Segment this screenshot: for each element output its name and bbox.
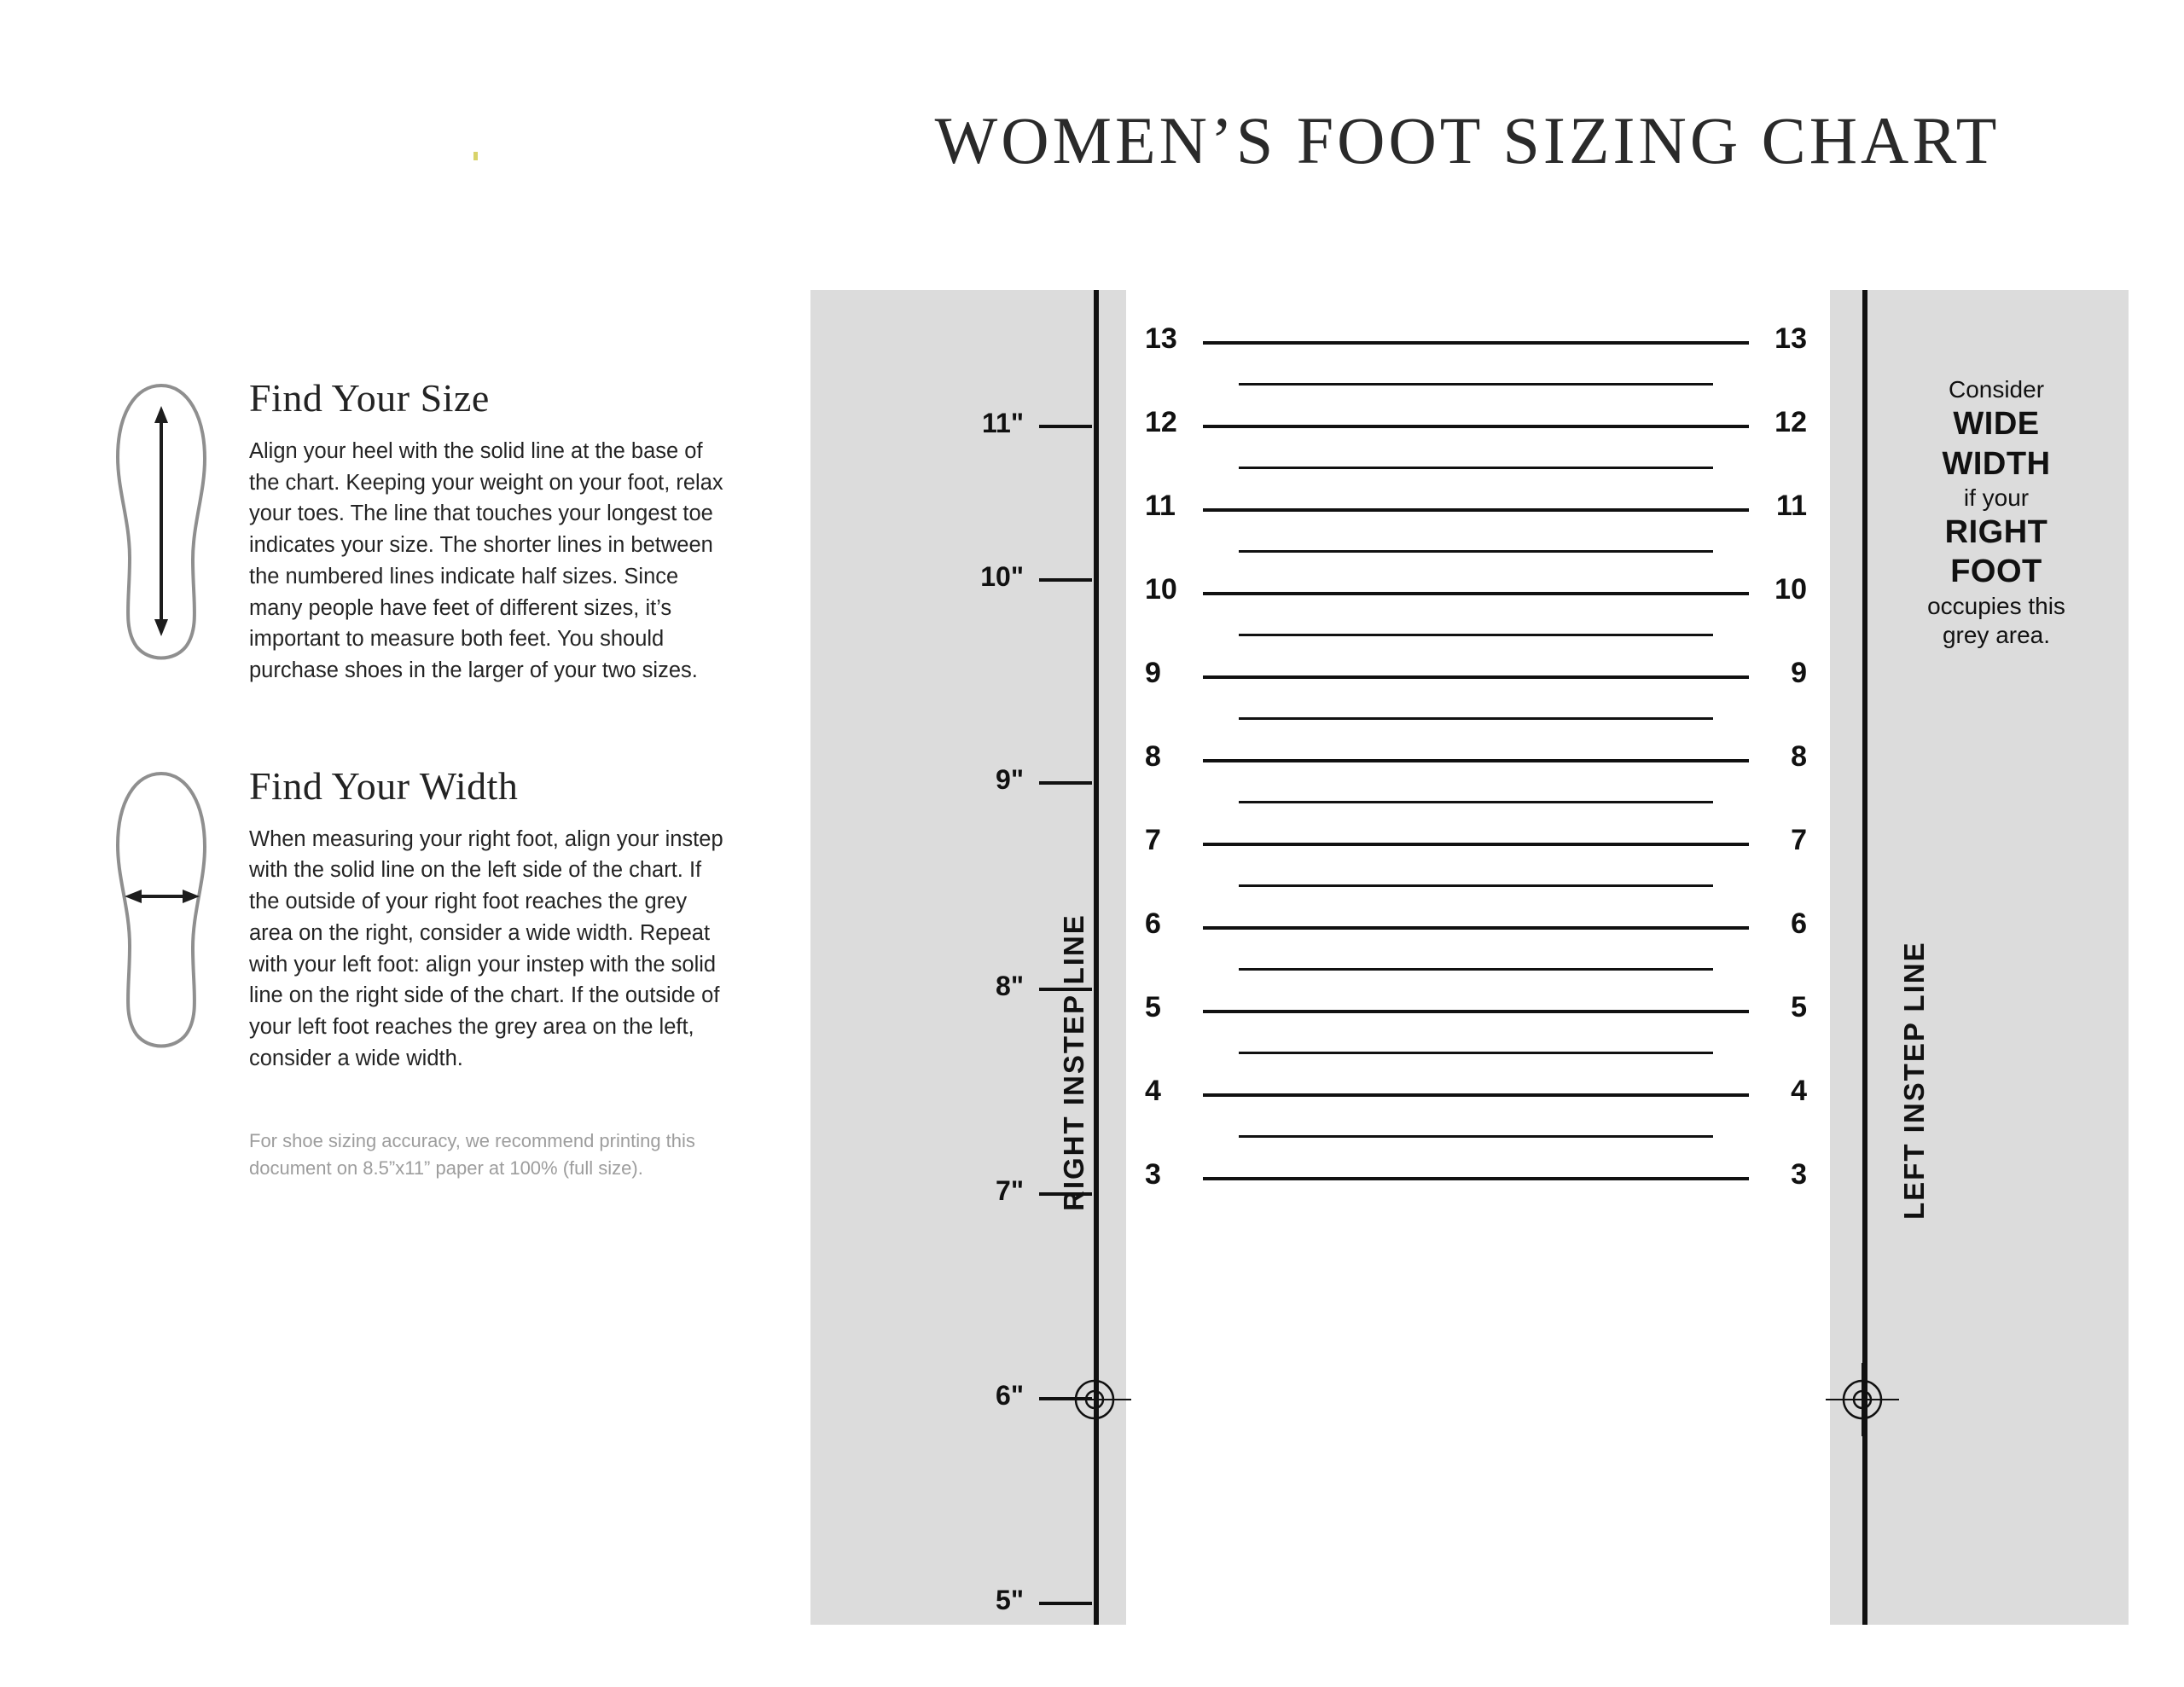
size-number-right: 5	[1791, 991, 1807, 1023]
ruler-tick-label: 11"	[982, 408, 1024, 438]
section-body-text: When measuring your right foot, align your instep with the solid line on the left side of the chart. If the outside of your right foot reaches the grey area on the right, consider a wide width. Repeat with your left foot: align your instep with the solid line on the right side of the chart. If the outside of your left foot reaches the grey area on the left, consider a wide width.	[249, 826, 723, 1070]
ruler-tick-label: 10"	[980, 561, 1024, 592]
ruler-tick-dash	[1039, 781, 1092, 785]
ruler-tick-label: 7"	[996, 1175, 1024, 1206]
ruler-tick-label: 9"	[996, 764, 1024, 795]
size-number-right: 11	[1776, 490, 1807, 522]
size-number-right: 12	[1774, 406, 1807, 438]
size-number-right: 8	[1791, 740, 1807, 773]
size-rule	[1239, 1052, 1713, 1054]
size-rule	[1203, 1010, 1749, 1013]
ruler-tick-dash	[1039, 578, 1092, 582]
size-rule	[1203, 926, 1749, 930]
size-rule	[1203, 425, 1749, 428]
ruler-tick-dash	[1039, 425, 1092, 428]
size-number-right: 7	[1791, 824, 1807, 856]
size-rule	[1203, 1093, 1749, 1097]
wide-width-note-line1: Consider	[1948, 376, 2045, 403]
size-number-left: 8	[1145, 740, 1161, 773]
size-rule	[1239, 717, 1713, 720]
size-rule	[1239, 968, 1713, 971]
size-rule	[1203, 1177, 1749, 1180]
size-number-left: 10	[1145, 573, 1177, 606]
size-rule	[1239, 383, 1713, 386]
section-heading: Find Your Width	[249, 763, 519, 808]
section-body-text: Align your heel with the solid line at the base of the chart. Keeping your weight on your foot, relax your toes. The line that touches your longest toe indicates your size. The shorter lines in between the numbered lines indicate half sizes. Since many people have feet of different sizes, it’s important to measure both feet. You should purchase shoes in the larger of your two sizes.	[249, 439, 723, 683]
size-number-right: 9	[1791, 657, 1807, 689]
size-number-right: 13	[1774, 322, 1807, 355]
right-instep-line-label: RIGHT INSTEP LINE	[1058, 913, 1089, 1211]
registration-mark-left	[1058, 1363, 1131, 1436]
wide-width-note-line6: FOOT	[1950, 554, 2042, 590]
registration-mark-right	[1826, 1363, 1899, 1436]
section-find-your-width	[111, 763, 725, 1075]
size-number-right: 10	[1774, 573, 1807, 606]
size-rule	[1203, 341, 1749, 345]
page-title: WOMEN’S FOOT SIZING CHART	[934, 103, 2001, 177]
size-rule	[1239, 634, 1713, 636]
size-rule	[1203, 843, 1749, 846]
wide-width-note-line2: WIDE	[1953, 406, 2040, 443]
size-number-right: 4	[1791, 1075, 1807, 1107]
ruler-tick-label: 6"	[996, 1380, 1024, 1411]
size-number-left: 3	[1145, 1158, 1161, 1191]
wide-width-note-line4: if your	[1963, 484, 2030, 511]
size-rule	[1239, 801, 1713, 803]
ruler-tick-label: 8"	[996, 971, 1024, 1001]
size-rule	[1203, 508, 1749, 512]
ruler-tick-dash	[1039, 1602, 1092, 1605]
size-rule	[1203, 675, 1749, 679]
size-rule	[1239, 467, 1713, 469]
size-number-left: 9	[1145, 657, 1161, 689]
print-note: For shoe sizing accuracy, we recommend printing this document on 8.5”x11” paper at 100% (full size).	[249, 1129, 695, 1180]
wide-width-note	[1877, 375, 2116, 650]
size-number-left: 6	[1145, 907, 1161, 940]
instructions-column	[111, 375, 725, 1183]
sizing-chart	[810, 290, 2129, 1625]
size-number-left: 5	[1145, 991, 1161, 1023]
ruler-tick-label: 5"	[996, 1585, 1024, 1615]
wide-width-note-line7: occupies this	[1927, 592, 2065, 619]
section-find-your-size	[111, 375, 725, 687]
size-rule	[1239, 1135, 1713, 1138]
size-number-right: 3	[1791, 1158, 1807, 1191]
size-number-left: 7	[1145, 824, 1161, 856]
size-number-right: 6	[1791, 907, 1807, 940]
size-number-left: 12	[1145, 406, 1177, 438]
wide-width-note-line5: RIGHT	[1944, 514, 2048, 551]
section-heading: Find Your Size	[249, 376, 490, 420]
size-rule	[1203, 759, 1749, 762]
size-rule	[1239, 884, 1713, 887]
left-instep-line-label: LEFT INSTEP LINE	[1898, 941, 1930, 1220]
size-rule	[1203, 592, 1749, 595]
size-rule	[1239, 550, 1713, 553]
size-number-left: 4	[1145, 1075, 1161, 1107]
wide-width-note-line3: WIDTH	[1942, 445, 2051, 482]
print-artifact-dot	[473, 152, 478, 160]
wide-width-note-line8: grey area.	[1942, 621, 2051, 648]
size-number-left: 13	[1145, 322, 1177, 355]
size-number-left: 11	[1145, 490, 1176, 522]
